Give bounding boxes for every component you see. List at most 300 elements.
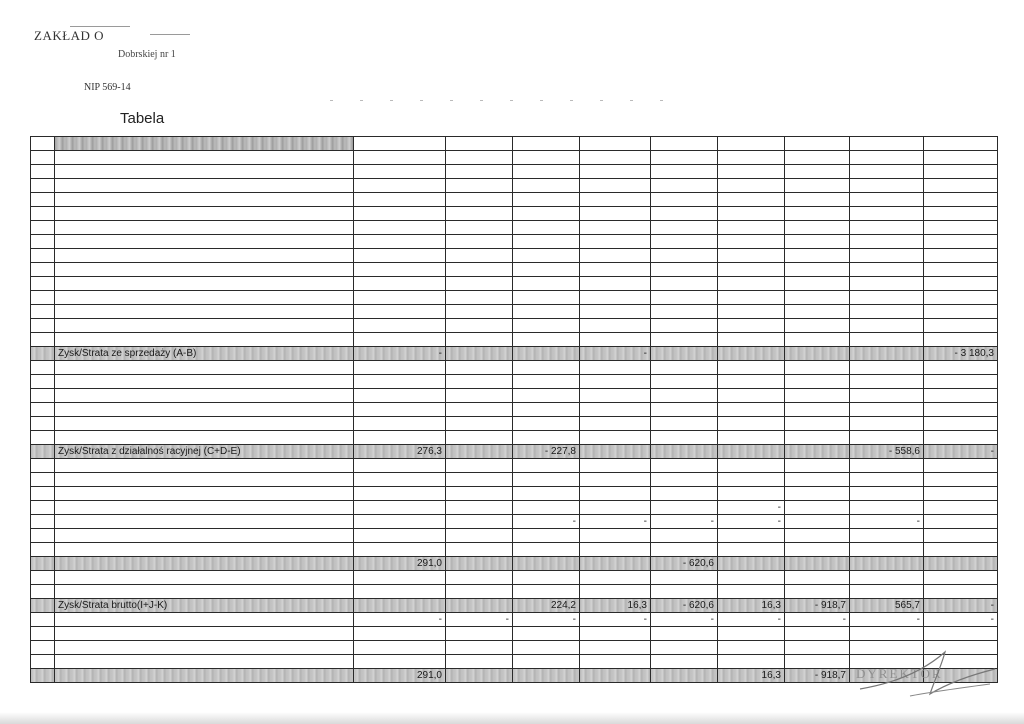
- value-cell: [446, 333, 513, 347]
- value-cell: [580, 165, 651, 179]
- financial-table: [30, 136, 998, 683]
- value-cell: [785, 333, 850, 347]
- value-cell: [785, 347, 850, 361]
- value-cell: [785, 305, 850, 319]
- value-cell: [651, 641, 718, 655]
- value-cell: [718, 263, 785, 277]
- row-number-cell: [31, 655, 55, 669]
- value-cell: [446, 165, 513, 179]
- value-cell: [446, 529, 513, 543]
- value-cell: [354, 319, 446, 333]
- value-cell: [580, 473, 651, 487]
- value-cell: -: [850, 613, 924, 627]
- value-cell: [718, 557, 785, 571]
- value-cell: 291,0: [354, 557, 446, 571]
- value-cell: [651, 571, 718, 585]
- value-cell: -: [580, 347, 651, 361]
- value-cell: [718, 221, 785, 235]
- table-row: [31, 137, 998, 151]
- value-cell: [785, 179, 850, 193]
- value-cell: [580, 333, 651, 347]
- value-cell: [446, 207, 513, 221]
- value-cell: [850, 529, 924, 543]
- value-cell: [718, 389, 785, 403]
- row-label-cell: [55, 487, 354, 501]
- row-label-cell: [55, 389, 354, 403]
- value-cell: [718, 459, 785, 473]
- value-cell: [446, 585, 513, 599]
- row-label-cell: [55, 291, 354, 305]
- value-cell: [354, 473, 446, 487]
- value-cell: [513, 179, 580, 193]
- value-cell: [850, 501, 924, 515]
- row-label-cell: [55, 165, 354, 179]
- row-label-cell: [55, 193, 354, 207]
- value-cell: [785, 403, 850, 417]
- value-cell: [513, 165, 580, 179]
- value-cell: [924, 571, 998, 585]
- value-cell: [651, 263, 718, 277]
- row-number-cell: [31, 319, 55, 333]
- scan-speck: [70, 26, 130, 27]
- value-cell: [785, 193, 850, 207]
- value-cell: [354, 235, 446, 249]
- value-cell: [718, 431, 785, 445]
- value-cell: [924, 235, 998, 249]
- table-row: [31, 445, 998, 459]
- table-row: [31, 235, 998, 249]
- value-cell: [446, 445, 513, 459]
- table-row: [31, 473, 998, 487]
- value-cell: [513, 305, 580, 319]
- row-label-cell: [55, 585, 354, 599]
- table-row: [31, 361, 998, 375]
- value-cell: [785, 151, 850, 165]
- value-cell: [924, 487, 998, 501]
- row-label-cell: [55, 613, 354, 627]
- row-number-cell: [31, 487, 55, 501]
- row-number-cell: [31, 431, 55, 445]
- value-cell: [446, 263, 513, 277]
- row-label-cell: [55, 655, 354, 669]
- value-cell: [580, 137, 651, 151]
- value-cell: [850, 641, 924, 655]
- value-cell: [651, 277, 718, 291]
- value-cell: [580, 431, 651, 445]
- value-cell: [924, 515, 998, 529]
- value-cell: [850, 263, 924, 277]
- value-cell: [718, 361, 785, 375]
- tax-id: NIP 569-14: [84, 82, 131, 93]
- row-number-cell: [31, 305, 55, 319]
- value-cell: [580, 193, 651, 207]
- row-number-cell: [31, 669, 55, 683]
- value-cell: -: [513, 613, 580, 627]
- value-cell: [580, 445, 651, 459]
- value-cell: [513, 669, 580, 683]
- value-cell: [651, 473, 718, 487]
- row-label-cell: [55, 263, 354, 277]
- value-cell: [718, 347, 785, 361]
- table-row: [31, 515, 998, 529]
- value-cell: -: [924, 599, 998, 613]
- organization-name: ZAKŁAD O: [34, 28, 105, 43]
- table-row: [31, 627, 998, 641]
- value-cell: [354, 655, 446, 669]
- value-cell: [651, 543, 718, 557]
- value-cell: -: [924, 613, 998, 627]
- row-label-cell: [55, 627, 354, 641]
- value-cell: [651, 459, 718, 473]
- value-cell: [580, 487, 651, 501]
- row-number-cell: [31, 515, 55, 529]
- value-cell: [580, 291, 651, 305]
- value-cell: [513, 627, 580, 641]
- value-cell: [354, 249, 446, 263]
- value-cell: [446, 669, 513, 683]
- row-number-cell: [31, 361, 55, 375]
- table-row: [31, 263, 998, 277]
- value-cell: [651, 445, 718, 459]
- value-cell: [446, 151, 513, 165]
- value-cell: [446, 389, 513, 403]
- value-cell: [924, 389, 998, 403]
- value-cell: [354, 277, 446, 291]
- value-cell: [513, 501, 580, 515]
- row-label-cell: Zysk/Strata z działalnoś racyjnej (C+D-E): [55, 445, 354, 459]
- row-number-cell: [31, 165, 55, 179]
- row-number-cell: [31, 179, 55, 193]
- value-cell: [924, 137, 998, 151]
- value-cell: [354, 403, 446, 417]
- value-cell: [924, 263, 998, 277]
- value-cell: [580, 263, 651, 277]
- value-cell: [850, 249, 924, 263]
- scan-edge: [0, 712, 1024, 724]
- row-label-cell: [55, 515, 354, 529]
- value-cell: [785, 417, 850, 431]
- value-cell: [850, 487, 924, 501]
- row-number-cell: [31, 375, 55, 389]
- value-cell: [513, 571, 580, 585]
- value-cell: [651, 669, 718, 683]
- value-cell: - 558,6: [850, 445, 924, 459]
- value-cell: [513, 529, 580, 543]
- value-cell: [580, 529, 651, 543]
- value-cell: [718, 193, 785, 207]
- value-cell: [718, 137, 785, 151]
- table-row: [31, 389, 998, 403]
- value-cell: [785, 571, 850, 585]
- table-row: [31, 613, 998, 627]
- value-cell: [513, 249, 580, 263]
- value-cell: [446, 627, 513, 641]
- value-cell: [354, 333, 446, 347]
- value-cell: [785, 641, 850, 655]
- value-cell: [354, 529, 446, 543]
- row-number-cell: [31, 249, 55, 263]
- value-cell: [718, 529, 785, 543]
- value-cell: [651, 221, 718, 235]
- value-cell: [513, 151, 580, 165]
- row-number-cell: [31, 529, 55, 543]
- table-row: [31, 641, 998, 655]
- row-number-cell: [31, 235, 55, 249]
- row-number-cell: [31, 501, 55, 515]
- row-label-cell: [55, 417, 354, 431]
- value-cell: [924, 305, 998, 319]
- value-cell: [785, 165, 850, 179]
- value-cell: -: [651, 613, 718, 627]
- value-cell: -: [580, 515, 651, 529]
- value-cell: 291,0: [354, 669, 446, 683]
- value-cell: -: [924, 445, 998, 459]
- value-cell: [580, 557, 651, 571]
- value-cell: [718, 403, 785, 417]
- value-cell: [354, 179, 446, 193]
- value-cell: [446, 235, 513, 249]
- row-number-cell: [31, 571, 55, 585]
- value-cell: -: [651, 515, 718, 529]
- value-cell: [718, 571, 785, 585]
- value-cell: [354, 417, 446, 431]
- director-stamp: DYREKTOR: [856, 666, 943, 681]
- value-cell: [850, 585, 924, 599]
- value-cell: [651, 333, 718, 347]
- value-cell: [651, 501, 718, 515]
- value-cell: - 620,6: [651, 557, 718, 571]
- value-cell: [850, 207, 924, 221]
- value-cell: [785, 319, 850, 333]
- value-cell: [354, 501, 446, 515]
- value-cell: [924, 207, 998, 221]
- value-cell: [580, 249, 651, 263]
- value-cell: [354, 305, 446, 319]
- value-cell: [850, 417, 924, 431]
- value-cell: [924, 403, 998, 417]
- value-cell: [718, 165, 785, 179]
- value-cell: [354, 291, 446, 305]
- value-cell: [513, 431, 580, 445]
- row-label-cell: [55, 277, 354, 291]
- value-cell: [850, 137, 924, 151]
- table-row: [31, 431, 998, 445]
- value-cell: [580, 403, 651, 417]
- value-cell: -: [718, 613, 785, 627]
- value-cell: - 227,8: [513, 445, 580, 459]
- document-title: Tabela: [120, 110, 165, 127]
- table-row: [31, 501, 998, 515]
- value-cell: [446, 501, 513, 515]
- value-cell: -: [354, 613, 446, 627]
- row-label-cell: [55, 151, 354, 165]
- value-cell: [651, 389, 718, 403]
- value-cell: [354, 599, 446, 613]
- value-cell: [446, 431, 513, 445]
- value-cell: [651, 179, 718, 193]
- table-row: [31, 599, 998, 613]
- value-cell: [850, 459, 924, 473]
- value-cell: [651, 193, 718, 207]
- value-cell: [718, 277, 785, 291]
- row-number-cell: [31, 459, 55, 473]
- table-row: [31, 221, 998, 235]
- value-cell: [446, 487, 513, 501]
- value-cell: [513, 361, 580, 375]
- value-cell: [651, 305, 718, 319]
- row-label-cell: [55, 249, 354, 263]
- value-cell: [718, 333, 785, 347]
- value-cell: [580, 319, 651, 333]
- value-cell: [580, 361, 651, 375]
- row-label-cell: [55, 557, 354, 571]
- value-cell: [580, 389, 651, 403]
- value-cell: [718, 291, 785, 305]
- value-cell: [354, 165, 446, 179]
- table-row: [31, 249, 998, 263]
- value-cell: [785, 235, 850, 249]
- value-cell: [446, 543, 513, 557]
- value-cell: [651, 375, 718, 389]
- row-label-cell: [55, 375, 354, 389]
- value-cell: [651, 585, 718, 599]
- value-cell: [924, 529, 998, 543]
- row-label-cell: Zysk/Strata ze sprzedaży (A-B): [55, 347, 354, 361]
- value-cell: [924, 501, 998, 515]
- value-cell: [785, 375, 850, 389]
- value-cell: [354, 431, 446, 445]
- value-cell: [446, 403, 513, 417]
- value-cell: [924, 249, 998, 263]
- row-label-cell: [55, 235, 354, 249]
- table-row: [31, 459, 998, 473]
- row-label-cell: [55, 669, 354, 683]
- value-cell: [513, 641, 580, 655]
- value-cell: [446, 655, 513, 669]
- row-number-cell: [31, 543, 55, 557]
- value-cell: [718, 655, 785, 669]
- value-cell: [850, 403, 924, 417]
- value-cell: [580, 417, 651, 431]
- table-row: [31, 543, 998, 557]
- value-cell: [718, 627, 785, 641]
- value-cell: [580, 277, 651, 291]
- value-cell: [446, 137, 513, 151]
- row-number-cell: [31, 151, 55, 165]
- row-number-cell: [31, 221, 55, 235]
- value-cell: [924, 333, 998, 347]
- row-label-cell: [55, 473, 354, 487]
- table-row: [31, 165, 998, 179]
- value-cell: [580, 655, 651, 669]
- value-cell: [924, 151, 998, 165]
- value-cell: [354, 515, 446, 529]
- value-cell: [718, 179, 785, 193]
- value-cell: [785, 263, 850, 277]
- value-cell: [446, 641, 513, 655]
- value-cell: [446, 375, 513, 389]
- value-cell: - 918,7: [785, 599, 850, 613]
- value-cell: [513, 389, 580, 403]
- value-cell: [580, 641, 651, 655]
- value-cell: [354, 627, 446, 641]
- value-cell: [924, 221, 998, 235]
- value-cell: [850, 543, 924, 557]
- row-number-cell: [31, 333, 55, 347]
- value-cell: [785, 137, 850, 151]
- value-cell: [850, 305, 924, 319]
- row-number-cell: [31, 473, 55, 487]
- value-cell: [513, 459, 580, 473]
- row-number-cell: [31, 613, 55, 627]
- scan-speck: [150, 34, 190, 35]
- value-cell: [651, 207, 718, 221]
- value-cell: [785, 249, 850, 263]
- row-label-cell: [55, 431, 354, 445]
- value-cell: [850, 571, 924, 585]
- row-label-cell: [55, 179, 354, 193]
- value-cell: [513, 487, 580, 501]
- value-cell: [354, 571, 446, 585]
- row-label-cell: [55, 361, 354, 375]
- value-cell: [513, 291, 580, 305]
- value-cell: [718, 375, 785, 389]
- row-label-cell: [55, 333, 354, 347]
- row-number-cell: [31, 627, 55, 641]
- value-cell: [850, 389, 924, 403]
- value-cell: [513, 543, 580, 557]
- value-cell: [924, 459, 998, 473]
- table-row: [31, 179, 998, 193]
- value-cell: [924, 557, 998, 571]
- value-cell: [513, 333, 580, 347]
- value-cell: [785, 431, 850, 445]
- value-cell: [924, 431, 998, 445]
- value-cell: [785, 221, 850, 235]
- value-cell: [850, 319, 924, 333]
- value-cell: 16,3: [718, 599, 785, 613]
- row-number-cell: [31, 445, 55, 459]
- value-cell: [651, 319, 718, 333]
- value-cell: 224,2: [513, 599, 580, 613]
- value-cell: -: [580, 613, 651, 627]
- value-cell: [446, 319, 513, 333]
- value-cell: [924, 193, 998, 207]
- value-cell: [580, 375, 651, 389]
- value-cell: [446, 515, 513, 529]
- table-row: [31, 571, 998, 585]
- value-cell: [446, 305, 513, 319]
- value-cell: [354, 641, 446, 655]
- value-cell: -: [785, 613, 850, 627]
- value-cell: [513, 655, 580, 669]
- value-cell: [785, 445, 850, 459]
- value-cell: [446, 221, 513, 235]
- value-cell: [924, 417, 998, 431]
- table-row: [31, 417, 998, 431]
- value-cell: [354, 193, 446, 207]
- value-cell: [354, 389, 446, 403]
- value-cell: [354, 221, 446, 235]
- scan-speck: [330, 100, 690, 101]
- value-cell: [580, 501, 651, 515]
- table-row: [31, 403, 998, 417]
- value-cell: [850, 473, 924, 487]
- value-cell: [513, 347, 580, 361]
- value-cell: [354, 361, 446, 375]
- value-cell: [651, 347, 718, 361]
- value-cell: [580, 207, 651, 221]
